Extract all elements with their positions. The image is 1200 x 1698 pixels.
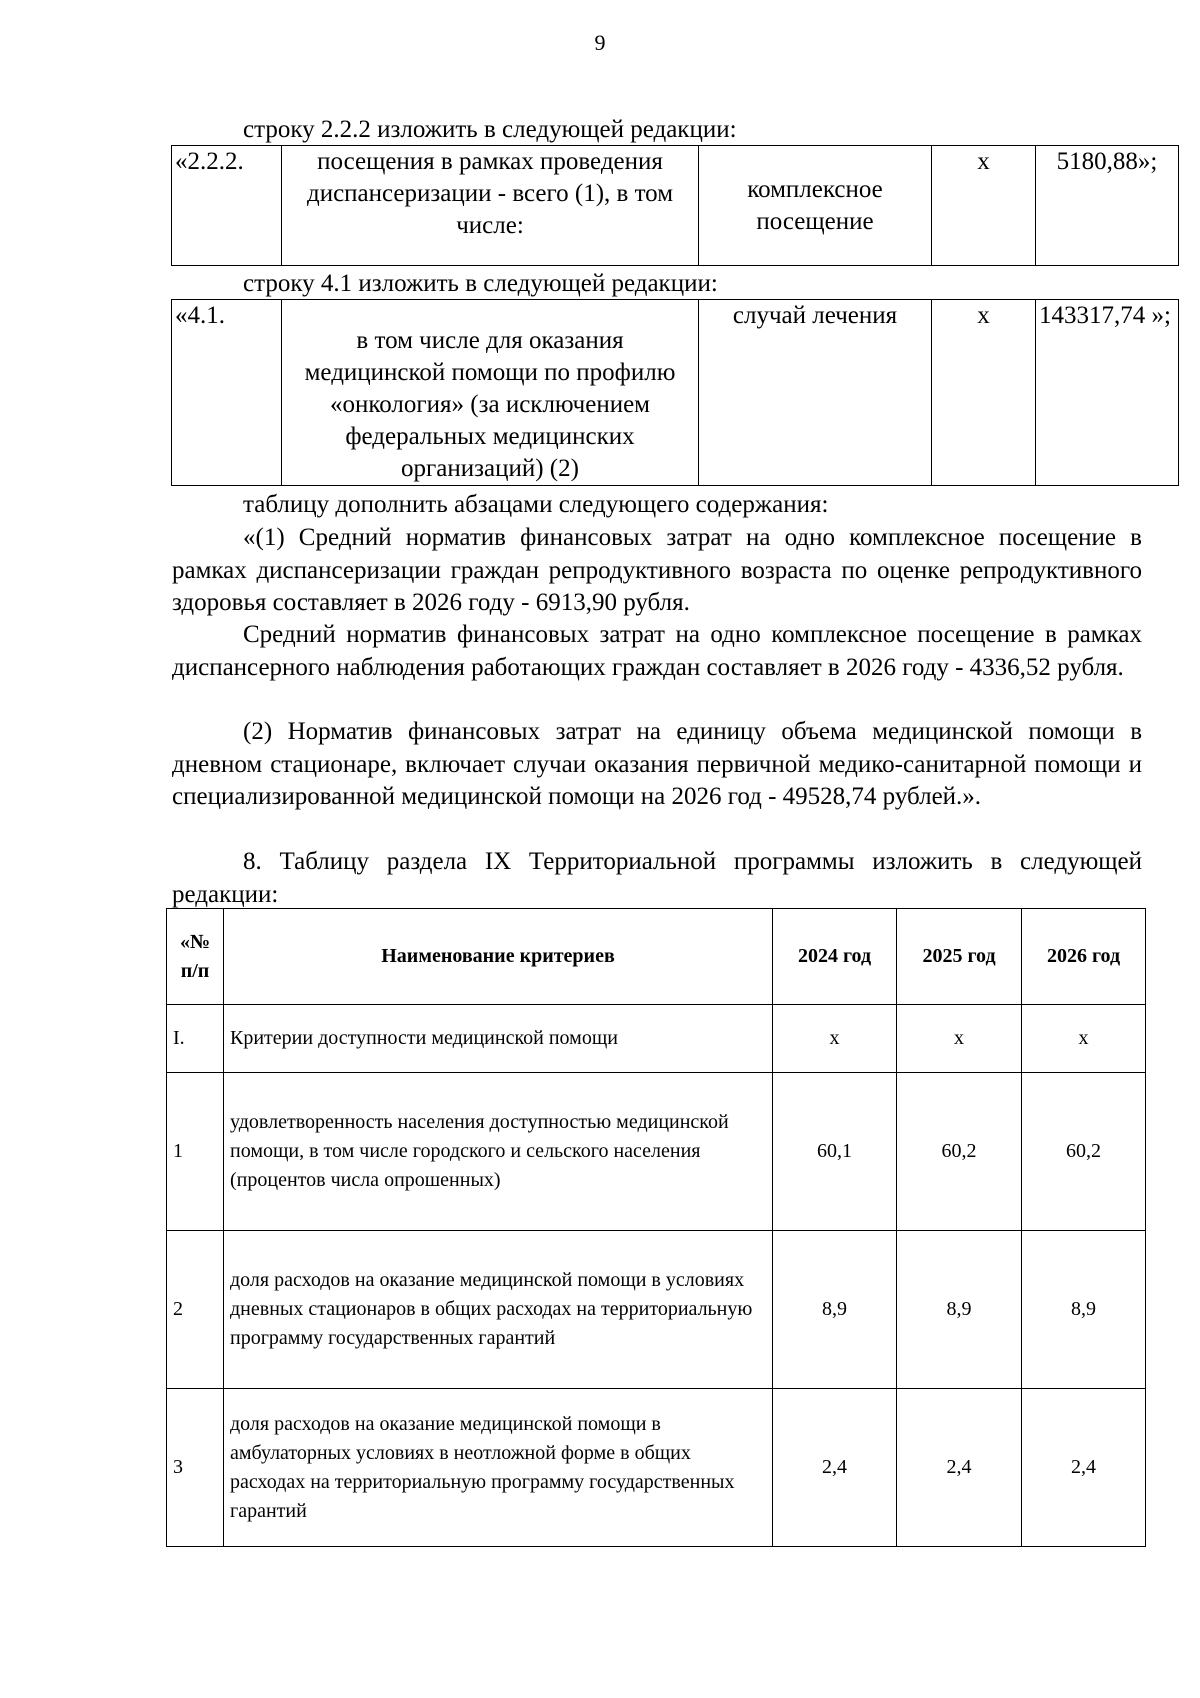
row-2024: 60,1 bbox=[773, 1073, 897, 1231]
row-4-1-value: 143317,74 »; bbox=[1036, 300, 1179, 486]
row-4-1-name: в том числе для оказания медицинской помощи по профилю «онкология» (за исключением федеральных медицинских организаций) (2) bbox=[282, 300, 699, 486]
intro-row-2-2-2: строку 2.2.2 изложить в следующей редакции: bbox=[243, 116, 737, 143]
header-2025: 2025 год bbox=[897, 909, 1022, 1005]
row-2026: 60,2 bbox=[1022, 1073, 1146, 1231]
paragraph-note-1: «(1) Средний норматив финансовых затрат на одно комплексное посещение в рамках диспансеризации граждан репродуктивного возраста по оценке репродуктивного здоровья составляет в 2026 году - 6913,90 рубля. bbox=[172, 524, 1142, 616]
row-4-1-table bbox=[171, 299, 1179, 486]
row-name: доля расходов на оказание медицинской помощи в условиях дневных стационаров в общих расходах на территориальную программу государственных гарантий bbox=[224, 1231, 773, 1389]
row-num: 2 bbox=[167, 1231, 224, 1389]
row-num: I. bbox=[167, 1005, 224, 1073]
row-4-1-unit: случай лечения bbox=[699, 300, 932, 486]
row-2-2-2-x: х bbox=[932, 146, 1036, 266]
row-2025: 2,4 bbox=[897, 1389, 1022, 1547]
row-2025: 8,9 bbox=[897, 1231, 1022, 1389]
table-row bbox=[167, 1005, 1146, 1073]
header-2024: 2024 год bbox=[773, 909, 897, 1005]
header-2026: 2026 год bbox=[1022, 909, 1146, 1005]
row-name: Критерии доступности медицинской помощи bbox=[224, 1005, 773, 1073]
table-row bbox=[167, 1073, 1146, 1231]
row-2026: 2,4 bbox=[1022, 1389, 1146, 1547]
row-2025: х bbox=[897, 1005, 1022, 1073]
table-row bbox=[167, 1231, 1146, 1389]
row-num: 3 bbox=[167, 1389, 224, 1547]
table-row bbox=[167, 1389, 1146, 1547]
row-2024: 8,9 bbox=[773, 1231, 897, 1389]
row-2-2-2-value: 5180,88»; bbox=[1036, 146, 1179, 266]
row-4-1-number: «4.1. bbox=[172, 300, 282, 486]
row-2025: 60,2 bbox=[897, 1073, 1022, 1231]
header-name: Наименование критериев bbox=[224, 909, 773, 1005]
paragraph-note-2: (2) Норматив финансовых затрат на единицу объема медицинской помощи в дневном стационаре, включает случаи оказания первичной медико-санитарной помощи и специализированной медицинской помощи на 2026 год - 49528,74 рублей.». bbox=[172, 718, 1142, 810]
row-name: доля расходов на оказание медицинской помощи в амбулаторных условиях в неотложной форме в общих расходах на территориальную программу государственных гарантий bbox=[224, 1389, 773, 1547]
row-2024: х bbox=[773, 1005, 897, 1073]
row-2-2-2-table bbox=[171, 145, 1179, 266]
row-2026: х bbox=[1022, 1005, 1146, 1073]
row-num: 1 bbox=[167, 1073, 224, 1231]
row-name: удовлетворенность населения доступностью медицинской помощи, в том числе городского и сельского населения (процентов числа опрошенных) bbox=[224, 1073, 773, 1231]
row-2-2-2-name: посещения в рамках проведения диспансеризации - всего (1), в том числе: bbox=[282, 146, 699, 266]
page-number: 9 bbox=[594, 30, 606, 55]
row-2024: 2,4 bbox=[773, 1389, 897, 1547]
paragraph-table-addition: таблицу дополнить абзацами следующего содержания: bbox=[243, 491, 829, 518]
header-num: «№ п/п bbox=[167, 909, 224, 1005]
paragraph-note-1-continued: Средний норматив финансовых затрат на одно комплексное посещение в рамках диспансерного наблюдения работающих граждан составляет в 2026 году - 4336,52 рубля. bbox=[172, 621, 1142, 681]
intro-row-4-1: строку 4.1 изложить в следующей редакции: bbox=[243, 270, 718, 297]
row-2026: 8,9 bbox=[1022, 1231, 1146, 1389]
criteria-table bbox=[166, 908, 1146, 1547]
criteria-header-row bbox=[167, 909, 1146, 1005]
paragraph-item-8: 8. Таблицу раздела IX Территориальной программы изложить в следующей редакции: bbox=[172, 848, 1142, 908]
row-2-2-2-unit: комплексное посещение bbox=[699, 146, 932, 266]
row-4-1-x: х bbox=[932, 300, 1036, 486]
row-2-2-2-number: «2.2.2. bbox=[172, 146, 282, 266]
